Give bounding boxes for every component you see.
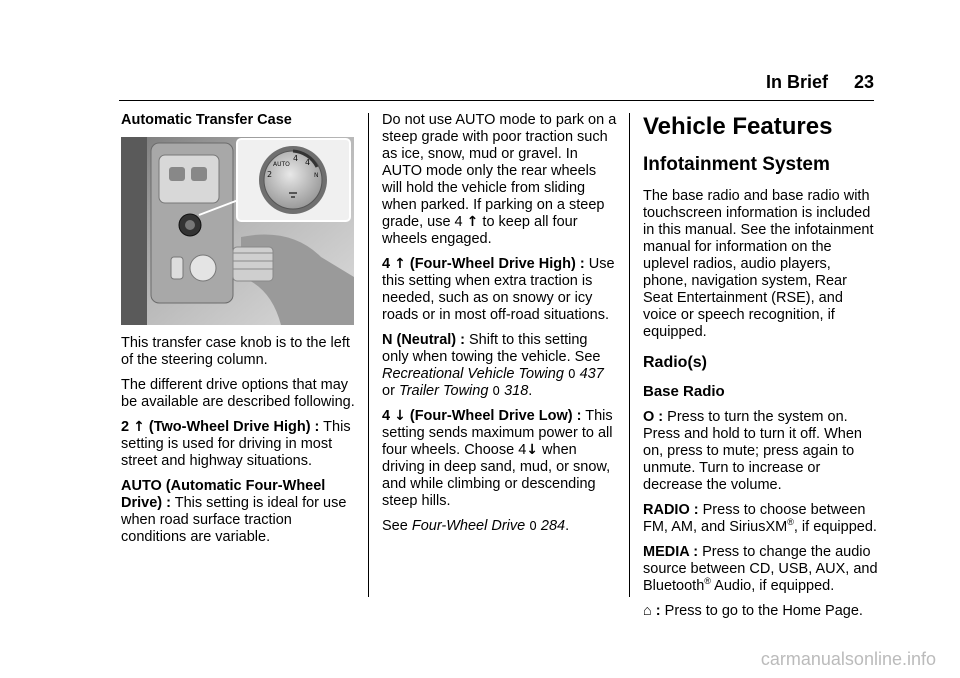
media-description: MEDIA : Press to change the audio source between CD, USB, AUX, and Bluetooth® Audio, if equipped. <box>643 544 878 594</box>
page-ref-icon: 0 <box>567 367 576 381</box>
header-title: In Brief <box>765 72 828 92</box>
watermark: carmanualsonline.info <box>760 649 936 669</box>
xref-link[interactable]: Recreational Vehicle Towing <box>382 366 564 382</box>
down-arrow-icon: ↓ <box>526 442 539 458</box>
up-arrow-icon: ↑ <box>466 214 479 230</box>
up-arrow-icon: ↑ <box>133 419 145 435</box>
down-arrow-icon: ↓ <box>394 408 406 424</box>
knob-label-4high: 4 <box>293 154 299 163</box>
up-arrow-icon: ↑ <box>394 256 406 272</box>
paragraph: This transfer case knob is to the left of the steering column. <box>121 335 350 368</box>
column-1 <box>121 112 357 554</box>
option-4lo: 4 ↓ (Four-Wheel Drive Low) : This setting sends maximum power to all four wheels. Choose 4↓ when driving in deep sand, mud, or snow, and while climbing or descending steep hills. <box>382 408 613 509</box>
header-rule <box>119 100 874 101</box>
knob-label-2: 2 <box>267 170 273 179</box>
xref-link[interactable]: Four-Wheel Drive <box>411 518 526 534</box>
option-neutral: N (Neutral) : Shift to this setting only when towing the vehicle. See Recreational Vehicle Towing 0 437 or Trailer Towing 0 318. <box>382 332 604 399</box>
see-also: See Four-Wheel Drive 0 284. <box>382 518 570 534</box>
section-heading: Infotainment System <box>643 154 830 175</box>
knob-label-auto: AUTO <box>273 161 290 168</box>
page-number: 23 <box>853 72 874 92</box>
column-divider-2 <box>629 113 630 597</box>
column-3 <box>643 112 879 628</box>
radio-description: RADIO : Press to choose between FM, AM, and SiriusXM®, if equipped. <box>643 502 877 535</box>
page-ref-icon: 0 <box>492 384 501 398</box>
page-ref-icon: 0 <box>529 519 537 533</box>
paragraph: The base radio and base radio with touchscreen information is included in this manual. See the infotainment manual for information on the uplevel radios, audio players, phone, navigation system, Rear Seat Entertainment (RSE), and voice or speech recognition, if equipped. <box>643 188 874 340</box>
transfer-case-knob-illustration <box>121 137 354 325</box>
section-heading: Automatic Transfer Case <box>121 112 292 128</box>
option-4hi: 4 ↑ (Four-Wheel Drive High) : Use this setting when extra traction is needed, such as on snowy or icy roads or in most off-road situations. <box>382 256 615 323</box>
power-icon: O <box>643 409 655 425</box>
subsection-heading: Radio(s) <box>643 354 707 371</box>
column-2 <box>382 112 618 543</box>
option-2hi: 2 ↑ (Two-Wheel Drive High) : This setting is used for driving in most street and highway situations. <box>121 419 351 469</box>
home-icon: ⌂ <box>643 603 652 619</box>
paragraph: The different drive options that may be available are described following. <box>121 377 355 410</box>
home-description: ⌂ : Press to go to the Home Page. <box>643 603 863 619</box>
column-divider-1 <box>368 113 369 597</box>
option-auto: AUTO (Automatic Four-Wheel Drive) : This setting is ideal for use when road surface traction conditions are variable. <box>121 478 347 545</box>
subsubsection-heading: Base Radio <box>643 383 725 400</box>
knob-label-4low: 4 <box>305 158 311 167</box>
power-description: O : Press to turn the system on. Press and hold to turn it off. When on, press to mute; press again to unmute. Turn to increase or decrease the volume. <box>643 409 862 493</box>
paragraph: Do not use AUTO mode to park on a steep grade with poor traction such as ice, snow, mud or gravel. In AUTO mode only the rear wheels will hold the vehicle from sliding when parked. If parking on a steep grade, use 4 ↑ to keep all four wheels engaged. <box>382 112 617 247</box>
chapter-heading: Vehicle Features <box>643 113 833 140</box>
page-header <box>766 72 874 93</box>
knob-label-n: N <box>314 172 319 179</box>
xref-link[interactable]: Trailer Towing <box>398 383 489 399</box>
